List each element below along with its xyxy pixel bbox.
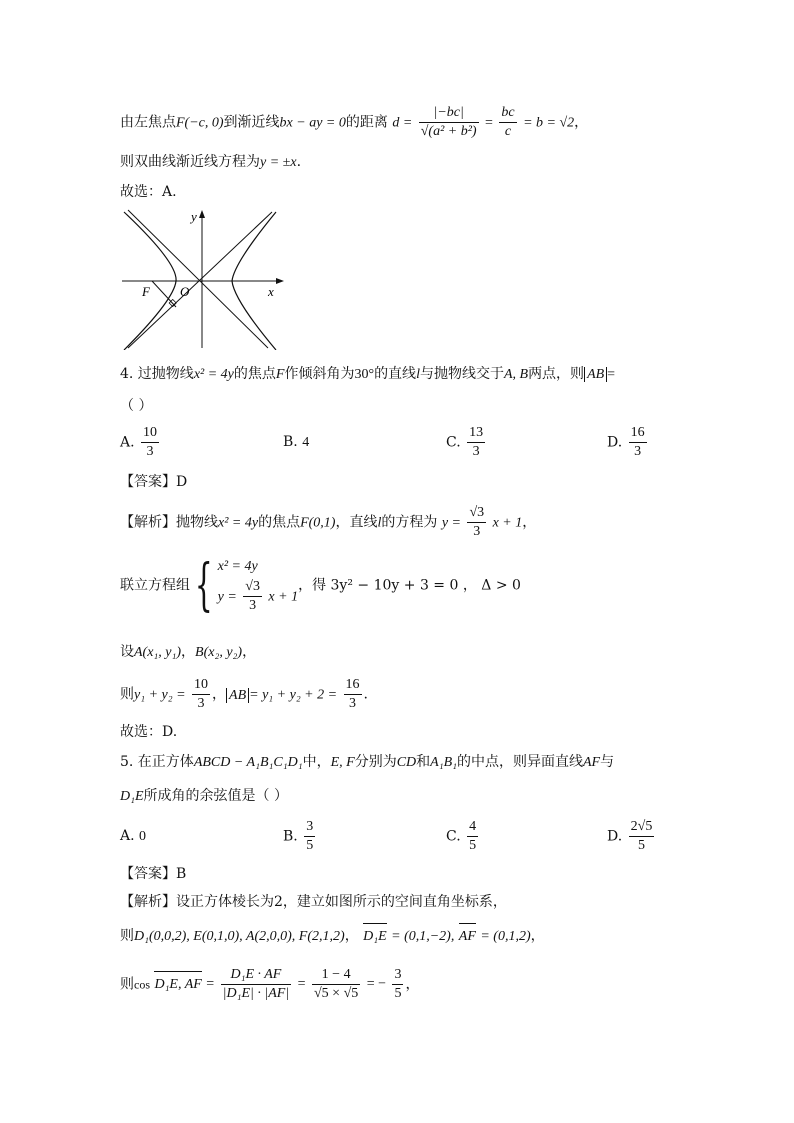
- option-label: B.: [283, 828, 298, 845]
- text: 的焦点: [233, 366, 276, 382]
- q5-option-c[interactable]: [446, 818, 480, 855]
- option-label: C.: [446, 434, 461, 451]
- numerator: 13: [467, 424, 485, 443]
- points-EF: E, F: [330, 755, 355, 770]
- axis-label-x: x: [268, 284, 274, 299]
- analysis-label: 【解析】: [120, 894, 176, 910]
- numerator: 10: [141, 424, 159, 443]
- text: y =: [217, 589, 237, 605]
- text: 作倾斜角为: [284, 366, 355, 382]
- vector-D1E: D₁E: [363, 927, 387, 947]
- q5-coords-line: [120, 926, 545, 947]
- q5-option-a[interactable]: [120, 828, 146, 845]
- denominator: c: [504, 124, 512, 139]
- line-label: l: [416, 367, 420, 382]
- distance-fraction-2: [499, 104, 516, 141]
- option-value: 0: [139, 829, 147, 844]
- hyperbola-graph: [118, 208, 288, 350]
- text: 则: [120, 928, 134, 944]
- s3-asymptote-line: [120, 152, 301, 173]
- q4-stem: [120, 364, 615, 385]
- text: 分别为: [354, 754, 397, 770]
- q5-stem-line2: [120, 786, 288, 807]
- axis-label-y: y: [191, 209, 197, 224]
- text: =: [297, 976, 306, 992]
- edge-A1B1: A₁B₁: [430, 755, 457, 770]
- line-AF: AF: [583, 755, 601, 770]
- text: 设正方体棱长为2，建立如图所示的空间直角坐标系，: [176, 894, 507, 910]
- text: 5. 在正方体: [120, 754, 194, 770]
- text: 与: [600, 754, 615, 770]
- text: 的焦点: [258, 514, 301, 531]
- q5-answer: 【答案】B: [120, 866, 187, 882]
- cos-fraction-2: [312, 966, 360, 1003]
- system-eq-1: x² = 4y: [217, 559, 258, 574]
- denominator: |D₁E| · |AF|: [222, 986, 290, 1001]
- numerator: √3: [243, 578, 262, 597]
- line-eq-lhs: y =: [441, 515, 461, 531]
- text: = −: [366, 976, 387, 992]
- text: 的直线: [374, 366, 417, 382]
- q4-choose: 故选：D.: [120, 724, 178, 740]
- vector-AF: AF: [459, 927, 476, 947]
- text: =: [607, 367, 616, 382]
- equation-system: [218, 556, 298, 615]
- denominator: √5 × √5: [314, 986, 359, 1001]
- q4-option-b[interactable]: [283, 434, 309, 451]
- slope-fraction: [243, 578, 262, 615]
- numerator: |−bc|: [419, 104, 479, 123]
- cos-arguments: D₁E, AF: [154, 975, 201, 995]
- point-label-O: O: [180, 284, 190, 299]
- cube-name: ABCD − A₁B₁C₁D₁: [193, 755, 303, 770]
- text: .: [296, 154, 302, 170]
- numerator: bc: [499, 104, 516, 123]
- parabola-equation: x² = 4y: [218, 515, 259, 531]
- text: ，: [344, 928, 359, 944]
- text: 则: [120, 976, 134, 993]
- text: 联立方程组: [120, 577, 190, 594]
- distance-lhs: d =: [392, 115, 413, 131]
- denominator: 5: [306, 838, 314, 853]
- focus-label: F: [275, 367, 285, 382]
- text: 的方程为: [381, 514, 438, 531]
- point-coords: D₁(0,0,2), E(0,1,0), A(2,0,0), F(2,1,2): [134, 929, 345, 944]
- text: ，: [574, 114, 589, 131]
- q4-sum-line: [120, 676, 368, 713]
- text: 到渐近线: [223, 114, 280, 131]
- point-A: A(x₁, y₁): [134, 645, 182, 660]
- chord-length: AB: [584, 367, 607, 382]
- text: x + 1: [268, 589, 299, 605]
- text: ，: [212, 686, 227, 703]
- slope-fraction: [467, 504, 486, 541]
- points-label: A, B: [503, 367, 529, 382]
- vector-AF-value: = (0,1,2): [480, 929, 531, 944]
- denominator: 3: [634, 444, 642, 459]
- q5-option-b[interactable]: [283, 818, 317, 855]
- numerator: 3: [304, 818, 315, 837]
- text: 则双曲线渐近线方程为: [120, 154, 260, 170]
- system-result: ，得 3y² − 10y + 3 = 0 ， Δ > 0: [298, 577, 521, 594]
- text: ，: [242, 644, 257, 660]
- q4-option-d[interactable]: [607, 424, 649, 461]
- denominator: 3: [197, 696, 205, 711]
- asymptote-equation: bx − ay = 0: [279, 115, 346, 131]
- cos-result: [392, 966, 403, 1003]
- numerator: 10: [192, 676, 210, 695]
- text: 两点，则: [528, 366, 585, 382]
- system-eq-2: [218, 578, 298, 615]
- line-label: l: [377, 515, 382, 531]
- focus-point: F(−c, 0): [176, 115, 224, 131]
- numerator: 3: [392, 966, 403, 985]
- numerator: 2√5: [629, 818, 655, 837]
- result-fraction: [344, 676, 362, 713]
- chord-length: AB: [226, 688, 249, 703]
- angle-value: 30°: [354, 367, 375, 382]
- q4-system-line: [120, 552, 521, 618]
- text: 则: [120, 686, 134, 703]
- numerator: √3: [467, 504, 486, 523]
- option-label: A.: [120, 828, 135, 844]
- q5-cos-line: [120, 966, 419, 1003]
- option-label: C.: [446, 828, 461, 845]
- numerator: 4: [467, 818, 478, 837]
- q4-option-c[interactable]: [446, 424, 487, 461]
- text: ，: [405, 976, 420, 993]
- text: ，直线: [335, 514, 378, 531]
- sum-lhs: y₁ + y₂ =: [134, 687, 186, 703]
- option-label: A.: [120, 434, 135, 451]
- text: 设: [120, 644, 134, 660]
- numerator: 16: [629, 424, 647, 443]
- text: ，: [530, 928, 545, 944]
- q5-analysis-line1: [120, 892, 507, 912]
- sum-fraction: [192, 676, 210, 713]
- option-label: B.: [283, 434, 298, 450]
- distance-fraction: [419, 104, 479, 141]
- numerator: 1 − 4: [312, 966, 360, 985]
- text: 由左焦点: [120, 114, 176, 131]
- sum-rhs: = y₁ + y₂ + 2 =: [249, 687, 338, 703]
- vector-D1E-value: = (0,1,−2),: [391, 929, 455, 944]
- denominator: 5: [637, 838, 645, 853]
- q5-option-d[interactable]: [607, 818, 656, 855]
- edge-CD: CD: [396, 755, 417, 770]
- option-value: 4: [302, 435, 310, 450]
- text: .: [363, 686, 368, 703]
- line-D1E: D₁E: [120, 789, 144, 804]
- denominator: 3: [146, 444, 154, 459]
- q4-paren: （ ）: [120, 398, 153, 414]
- text: ，: [522, 514, 537, 531]
- option-fraction: [629, 424, 647, 461]
- text: ，: [181, 644, 196, 660]
- analysis-label: 【解析】: [120, 514, 176, 531]
- option-label: D.: [607, 434, 623, 451]
- text: 的中点，则异面直线: [457, 754, 583, 770]
- text: 的距离: [345, 114, 388, 131]
- denominator: √(a² + b²): [420, 124, 477, 139]
- q5-stem: [120, 752, 614, 773]
- denominator: 3: [349, 696, 357, 711]
- denominator: 5: [469, 838, 477, 853]
- option-label: D.: [607, 828, 623, 845]
- numerator: 16: [344, 676, 362, 695]
- text: =: [206, 976, 215, 992]
- q4-set-line: [120, 642, 256, 663]
- text: 抛物线: [176, 514, 218, 531]
- cos-function: cos: [134, 977, 150, 992]
- denominator: 3: [472, 444, 480, 459]
- numerator: D₁E · AF: [221, 966, 292, 985]
- distance-result: = b = √2: [523, 115, 575, 131]
- option-fraction: [629, 818, 655, 855]
- option-fraction: [467, 818, 478, 855]
- text: 和: [416, 754, 431, 770]
- system-brace: {: [194, 552, 213, 618]
- option-fraction: [467, 424, 485, 461]
- asymptote-result: y = ±x: [260, 155, 297, 170]
- point-label-F: F: [142, 284, 150, 299]
- text: 中，: [302, 754, 331, 770]
- denominator: 3: [473, 524, 481, 539]
- denominator: 5: [394, 986, 402, 1001]
- parabola-equation: x² = 4y: [193, 367, 234, 382]
- s3-distance-line: 由左焦点F(−c, 0)到渐近线bx − ay = 0的距离 d = $\frac{|-bc|}{\text{√(a² + b²)}}$ = $\frac{bc}{c}$ = b = √2，: [120, 105, 589, 139]
- point-B: B(x₂, y₂): [195, 645, 243, 660]
- s3-choose: 故选：A.: [120, 184, 177, 200]
- focus-coords: F(0,1): [300, 515, 336, 531]
- text: 所成角的余弦值是（ ）: [143, 788, 288, 804]
- text: 4. 过抛物线: [120, 366, 194, 382]
- q4-analysis-line1: [120, 504, 536, 541]
- denominator: 3: [249, 598, 257, 613]
- line-eq-tail: x + 1: [492, 515, 523, 531]
- cos-fraction: [221, 966, 292, 1003]
- text: 与抛物线交于: [419, 366, 504, 382]
- option-fraction: [304, 818, 315, 855]
- option-fraction: [141, 424, 159, 461]
- q4-option-a[interactable]: [120, 424, 161, 461]
- q4-answer: 【答案】D: [120, 474, 188, 490]
